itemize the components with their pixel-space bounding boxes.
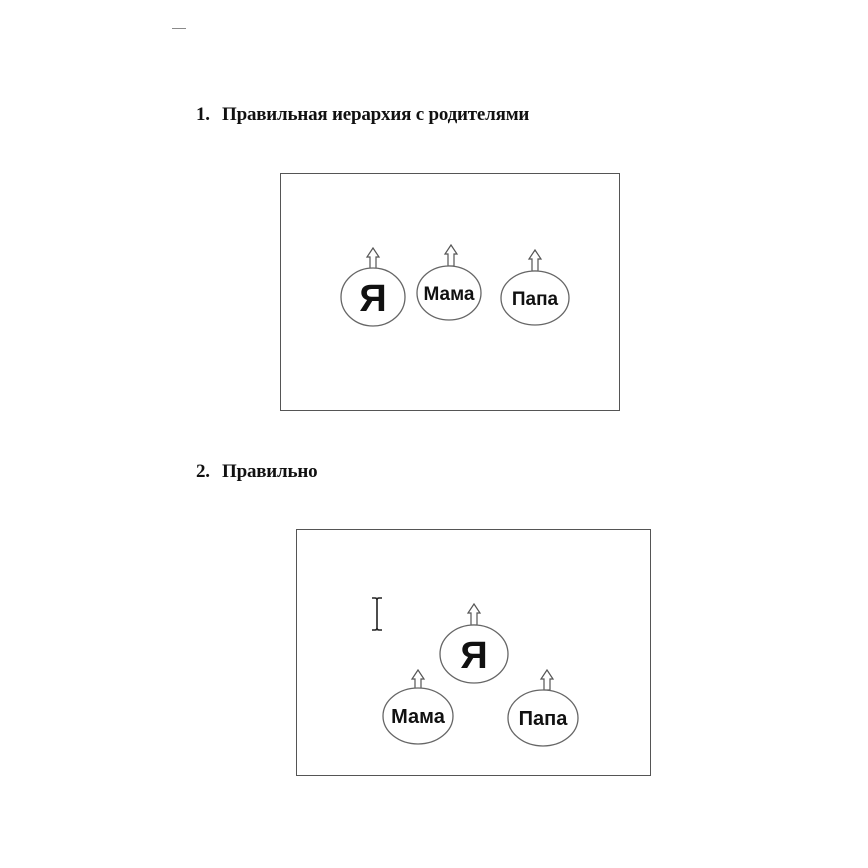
node-label-me: Я <box>359 278 387 320</box>
up-arrow-icon <box>412 670 424 690</box>
figure-1-frame[interactable] <box>280 173 620 411</box>
figure-2-node-me <box>440 604 508 683</box>
figure-2-node-mom <box>383 670 453 744</box>
section-1-number: 1. <box>196 104 210 125</box>
figure-2-frame[interactable] <box>296 529 651 776</box>
up-arrow-icon <box>468 604 480 625</box>
figure-1-node-mom <box>417 245 481 320</box>
up-arrow-icon <box>529 250 541 271</box>
up-arrow-icon <box>445 245 457 266</box>
node-label-mom: Мама <box>391 706 445 728</box>
up-arrow-icon <box>541 670 553 690</box>
up-arrow-icon <box>367 248 379 269</box>
figure-2-node-dad <box>508 670 578 746</box>
node-label-me: Я <box>460 635 488 677</box>
node-label-mom: Мама <box>423 284 475 305</box>
figure-1-node-dad <box>501 250 569 325</box>
node-label-dad: Папа <box>511 289 559 310</box>
node-label-dad: Папа <box>518 708 568 730</box>
page-corner-mark <box>172 28 186 29</box>
figure-1-node-me <box>341 248 405 326</box>
section-2-heading <box>196 461 317 483</box>
section-1-heading <box>196 104 529 126</box>
figure-2-diagram <box>297 530 652 777</box>
section-2-number: 2. <box>196 461 210 482</box>
section-2-title: Правильно <box>222 461 318 482</box>
i-beam-cursor-icon <box>371 597 383 631</box>
section-1-title: Правильная иерархия с родителями <box>222 104 530 125</box>
figure-1-diagram <box>281 174 621 412</box>
